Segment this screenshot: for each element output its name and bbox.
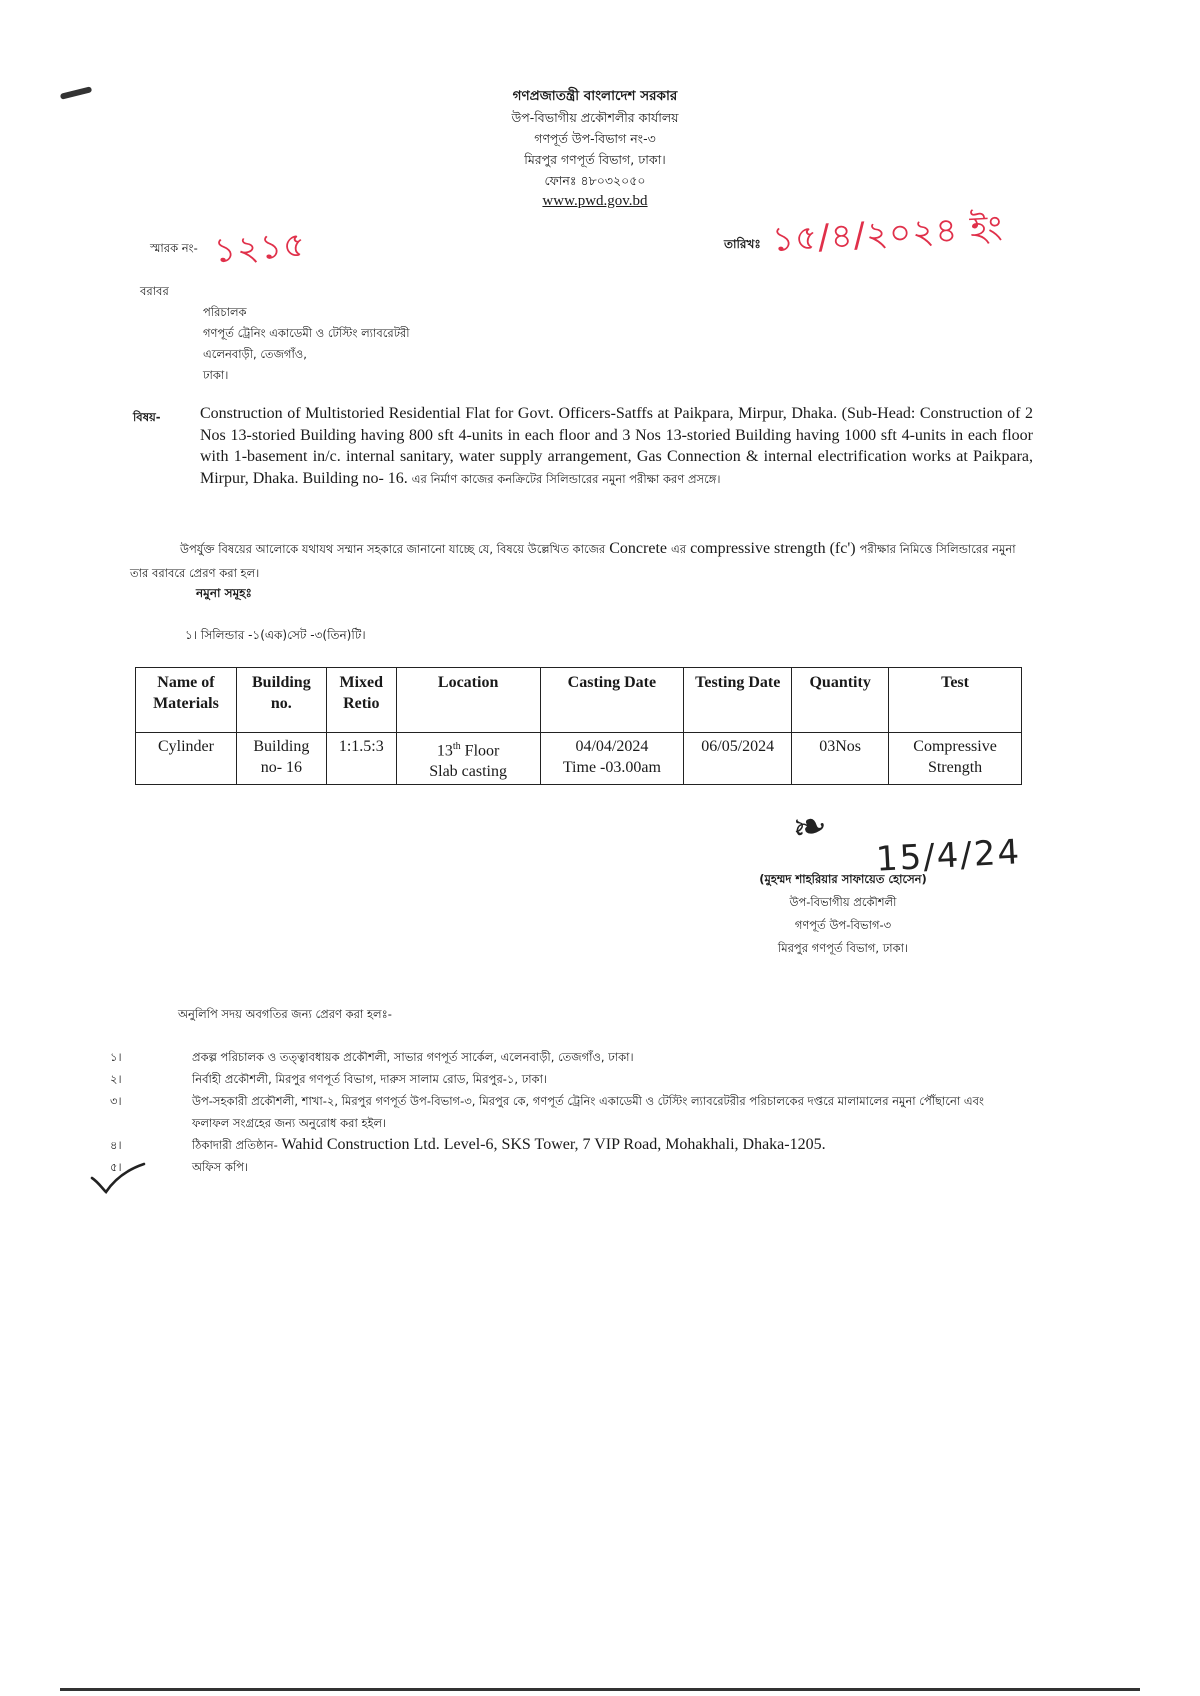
- table-header: Casting Date: [540, 668, 684, 733]
- recipient-line: ঢাকা।: [203, 368, 229, 382]
- letterhead-website[interactable]: www.pwd.gov.bd: [542, 193, 648, 209]
- table-header: Test: [889, 668, 1022, 733]
- body-term-concrete: Concrete: [609, 540, 667, 557]
- cell-location-number: 13: [436, 742, 453, 760]
- cell-testing-date: 06/05/2024: [684, 733, 792, 785]
- cell-test: [889, 733, 1022, 785]
- list-item: [90, 1046, 1020, 1068]
- cell-location-line: [400, 736, 537, 761]
- subject-text: [200, 403, 1033, 490]
- copies-list: [90, 1046, 1020, 1178]
- recipient-line: গণপূর্ত ট্রেনিং একাডেমী ও টেস্টিং ল্যাবরেটরী: [203, 326, 410, 340]
- list-item: [90, 1134, 1020, 1156]
- list-item-text: উপ-সহকারী প্রকৌশলী, শাখা-২, মিরপুর গণপূর্ত উপ-বিভাগ-৩, মিরপুর কে, গণপূর্ত ট্রেনিং একাডেমী ও টেস্টিং ল্যাবরেটরীর পরিচালকের দপ্তরে মালামালের নমুনা পৌঁছানো এবং ফলাফল সংগ্রহের জন্য অনুরোধ করা হইল।: [192, 1094, 984, 1130]
- cell-building-line: no- 16: [260, 759, 303, 776]
- signature-mark: ❧: [788, 799, 832, 854]
- memo-number: ১২১৫: [212, 224, 308, 272]
- letterhead-division: মিরপুর গণপূর্ত বিভাগ, ঢাকা।: [524, 152, 666, 167]
- cell-casting-date: 04/04/2024: [575, 738, 649, 755]
- recipient-to: বরাবর: [140, 284, 169, 298]
- body-end: পরীক্ষার নিমিত্তে সিলিন্ডারের নমুনা তার বরাবরে প্রেরণ করা হল।: [130, 542, 1016, 580]
- cell-casting-time: Time -03.00am: [562, 759, 661, 776]
- cell-material: Cylinder: [136, 733, 237, 785]
- cell-location: [396, 733, 540, 785]
- list-item-text: নির্বাহী প্রকৌশলী, মিরপুর গণপূর্ত বিভাগ, দারুস সালাম রোড, মিরপুর-১, ঢাকা।: [192, 1072, 548, 1086]
- letterhead-government: গণপ্রজাতন্ত্রী বাংলাদেশ সরকার: [512, 88, 678, 104]
- body-term-strength: compressive strength (fc'): [690, 540, 856, 557]
- body-paragraph: [130, 537, 1035, 585]
- cell-building: [236, 733, 326, 785]
- cell-building-line: Building: [253, 738, 310, 755]
- checkmark-icon: [88, 1160, 148, 1196]
- table-header: Building no.: [236, 668, 326, 733]
- list-item-number: ১।: [110, 1050, 122, 1064]
- signatory-name: (মুহম্মদ শাহরিয়ার সাফায়েত হোসেন): [759, 872, 927, 886]
- list-item-number: ৩।: [110, 1094, 122, 1108]
- cell-quantity: 03Nos: [792, 733, 889, 785]
- list-item: [90, 1156, 1020, 1178]
- letterhead-phone: ফোনঃ ৪৮০৩২০৫০: [544, 173, 646, 188]
- signatory-division: মিরপুর গণপূর্ত বিভাগ, ঢাকা।: [777, 941, 909, 955]
- signatory-designation: উপ-বিভাগীয় প্রকৌশলী: [789, 895, 897, 909]
- list-item-text: অফিস কপি।: [192, 1160, 249, 1174]
- list-item-number: ২।: [110, 1072, 122, 1086]
- list-item-text-english: Wahid Construction Ltd. Level-6, SKS Tower, 7 VIP Road, Mohakhali, Dhaka-1205.: [281, 1136, 826, 1153]
- table-header: Testing Date: [684, 668, 792, 733]
- list-item: [90, 1090, 1020, 1134]
- table-header: Name of Materials: [136, 668, 237, 733]
- list-item-number: ৪।: [110, 1138, 122, 1152]
- list-item-text-bangla: ঠিকাদারী প্রতিষ্ঠান-: [192, 1138, 278, 1152]
- sample-table: [135, 667, 1022, 785]
- cell-test-line: Strength: [927, 759, 983, 776]
- signature-block: [728, 868, 958, 960]
- cell-location-suffix: th: [452, 741, 461, 752]
- subject-bangla: এর নির্মাণ কাজের কনক্রিটের সিলিন্ডারের নমুনা পরীক্ষা করণ প্রসঙ্গে।: [411, 471, 721, 486]
- letterhead-office: উপ-বিভাগীয় প্রকৌশলীর কার্যালয়: [511, 110, 679, 125]
- recipient-address: [203, 302, 410, 386]
- cell-casting: [540, 733, 684, 785]
- cell-location-floor: Floor: [460, 742, 500, 760]
- table-header-row: [136, 668, 1022, 733]
- recipient-line: এলেনবাড়ী, তেজগাঁও,: [203, 347, 307, 361]
- memo-label: স্মারক নং-: [150, 241, 198, 255]
- copies-heading: অনুলিপি সদয় অবগতির জন্য প্রেরণ করা হলঃ-: [178, 1007, 392, 1021]
- subject-label: বিষয়-: [133, 410, 161, 424]
- date-value: ১৫/৪/২০২৪ ইং: [770, 207, 1005, 261]
- body-mid: এর: [671, 542, 687, 556]
- sample-line: ১। সিলিন্ডার -১(এক)সেট -৩(তিন)টি।: [185, 628, 366, 642]
- recipient-line: পরিচালক: [203, 305, 247, 319]
- list-item-number: ৫।: [110, 1160, 122, 1174]
- list-item-text: প্রকল্প পরিচালক ও তত্ত্বাবধায়ক প্রকৌশলী, সাভার গণপূর্ত সার্কেল, এলেনবাড়ী, তেজগাঁও, ঢাকা।: [192, 1050, 634, 1064]
- body-intro: উপর্যুক্ত বিষয়ের আলোকে যথাযথ সম্মান সহকারে জানানো যাচ্ছে যে, বিষয়ে উল্লেখিত কাজের: [180, 542, 606, 556]
- scan-edge-line: [60, 1688, 1140, 1691]
- cell-test-line: Compressive: [913, 738, 997, 755]
- samples-heading: নমুনা সমূহঃ: [196, 586, 252, 600]
- list-item-text: [192, 1134, 1020, 1156]
- letterhead-subdivision: গণপূর্ত উপ-বিভাগ নং-৩: [534, 131, 656, 146]
- scan-smudge: [60, 86, 93, 100]
- letterhead: [460, 86, 730, 212]
- table-row: [136, 733, 1022, 785]
- subject-english: Construction of Multistoried Residential Flat for Govt. Officers-Satffs at Paikpara, Mirpur, Dhaka. (Sub-Head: Construction of 2 Nos 13-storied Building having 800 sft 4-units in each floor and 3 Nos 13-storied Building having 1000 sft 4-units in each floor with 1-basement in/c. internal sanitary, water supply arrangement, Gas Connection & internal electrification works at Paikpara, Mirpur, Dhaka. Building no- 16.: [200, 405, 1033, 487]
- signature-date: 15/4/24: [875, 832, 1023, 880]
- list-item: [90, 1068, 1020, 1090]
- table-header: Quantity: [792, 668, 889, 733]
- cell-mix: 1:1.5:3: [326, 733, 396, 785]
- cell-location-line: Slab casting: [429, 763, 507, 781]
- table-header: Mixed Retio: [326, 668, 396, 733]
- date-label: তারিখঃ: [724, 237, 761, 251]
- table-header: Location: [396, 668, 540, 733]
- signatory-office: গণপূর্ত উপ-বিভাগ-৩: [794, 918, 892, 932]
